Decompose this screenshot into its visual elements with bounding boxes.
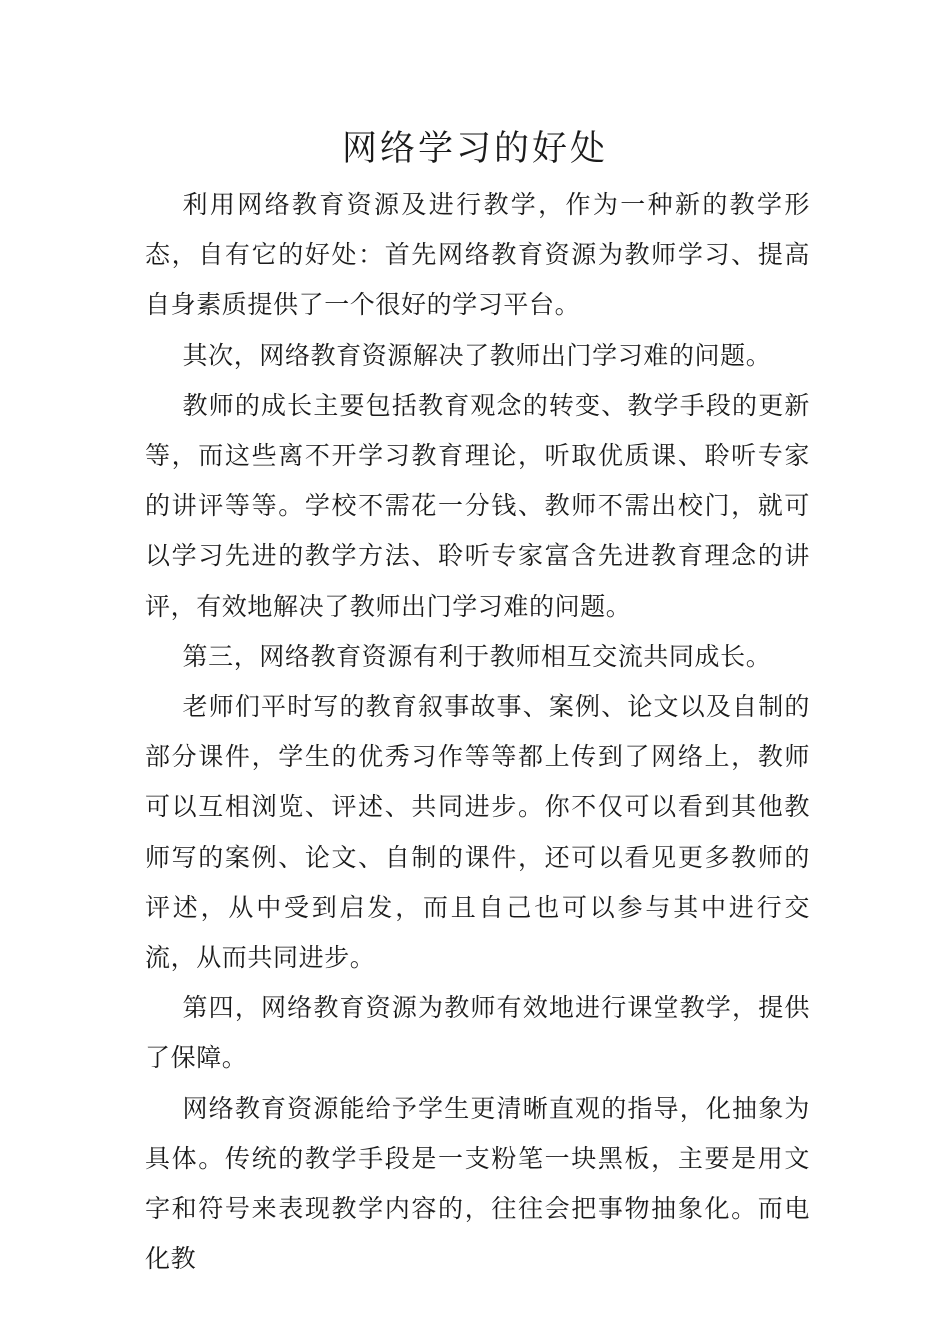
- paragraph-guidance: 网络教育资源能给予学生更清晰直观的指导，化抽象为具体。传统的教学手段是一支粉笔一块黑板，主要是用文字和符号来表现教学内容的，往往会把事物抽象化。而电化教: [145, 1093, 810, 1274]
- document-body: [145, 180, 810, 1284]
- paragraph-third-heading: 第三，网络教育资源有利于教师相互交流共同成长。: [182, 641, 772, 671]
- paragraph-exchange: 老师们平时写的教育叙事故事、案例、论文以及自制的部分课件，学生的优秀习作等等都上传到了网络上，教师可以互相浏览、评述、共同进步。你不仅可以看到其他教师写的案例、论文、自制的课件，还可以看见更多教师的评述，从中受到启发，而且自己也可以参与其中进行交流，从而共同进步。: [145, 692, 810, 973]
- paragraph-intro: 利用网络教育资源及进行教学，作为一种新的教学形态，自有它的好处：首先网络教育资源为教师学习、提高自身素质提供了一个很好的学习平台。: [145, 190, 810, 320]
- paragraph-second-heading: 其次，网络教育资源解决了教师出门学习难的问题。: [182, 340, 772, 370]
- document-title: 网络学习的好处: [341, 129, 608, 169]
- paragraph-fourth-heading: 第四，网络教育资源为教师有效地进行课堂教学，提供了保障。: [145, 993, 810, 1073]
- paragraph-teacher-growth: 教师的成长主要包括教育观念的转变、教学手段的更新等，而这些离不开学习教育理论，听取优质课、聆听专家的讲评等等。学校不需花一分钱、教师不需出校门，就可以学习先进的教学方法、聆听专家富含先进教育理念的讲评，有效地解决了教师出门学习难的问题。: [145, 390, 810, 621]
